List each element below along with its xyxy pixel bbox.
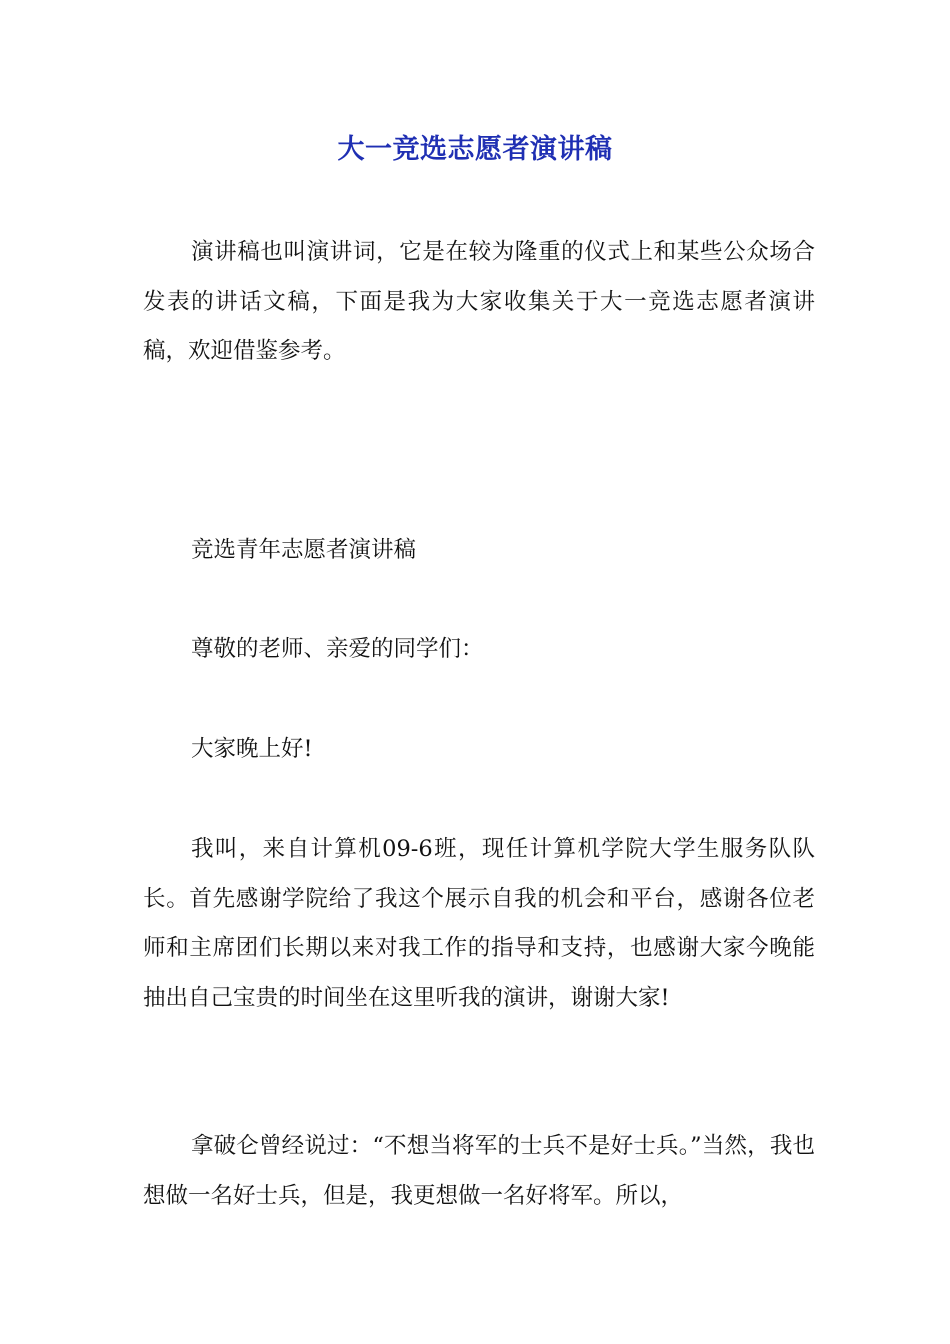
self-intro-paragraph: 我叫，来自计算机09-6班，现任计算机学院大学生服务队队长。首先感谢学院给了我这个展示自我的机会和平台，感谢各位老师和主席团们长期以来对我工作的指导和支持，也感谢大家今晚能抽出自己宝贵的时间坐在这里听我的演讲，谢谢大家! <box>143 836 815 1011</box>
intro-paragraph: 演讲稿也叫演讲词，它是在较为隆重的仪式上和某些公众场合发表的讲话文稿，下面是我为大家收集关于大一竞选志愿者演讲稿，欢迎借鉴参考。 <box>143 239 815 364</box>
greeting-paragraph: 大家晚上好! <box>191 736 313 762</box>
document-title: 大一竞选志愿者演讲稿 <box>337 134 613 165</box>
salutation-paragraph: 尊敬的老师、亲爱的同学们： <box>191 636 484 662</box>
napoleon-quote-paragraph: 拿破仑曾经说过：“不想当将军的士兵不是好士兵。”当然，我也想做一名好士兵，但是，我更想做一名好将军。所以， <box>143 1133 815 1209</box>
speech-subtitle: 竞选青年志愿者演讲稿 <box>191 537 417 563</box>
